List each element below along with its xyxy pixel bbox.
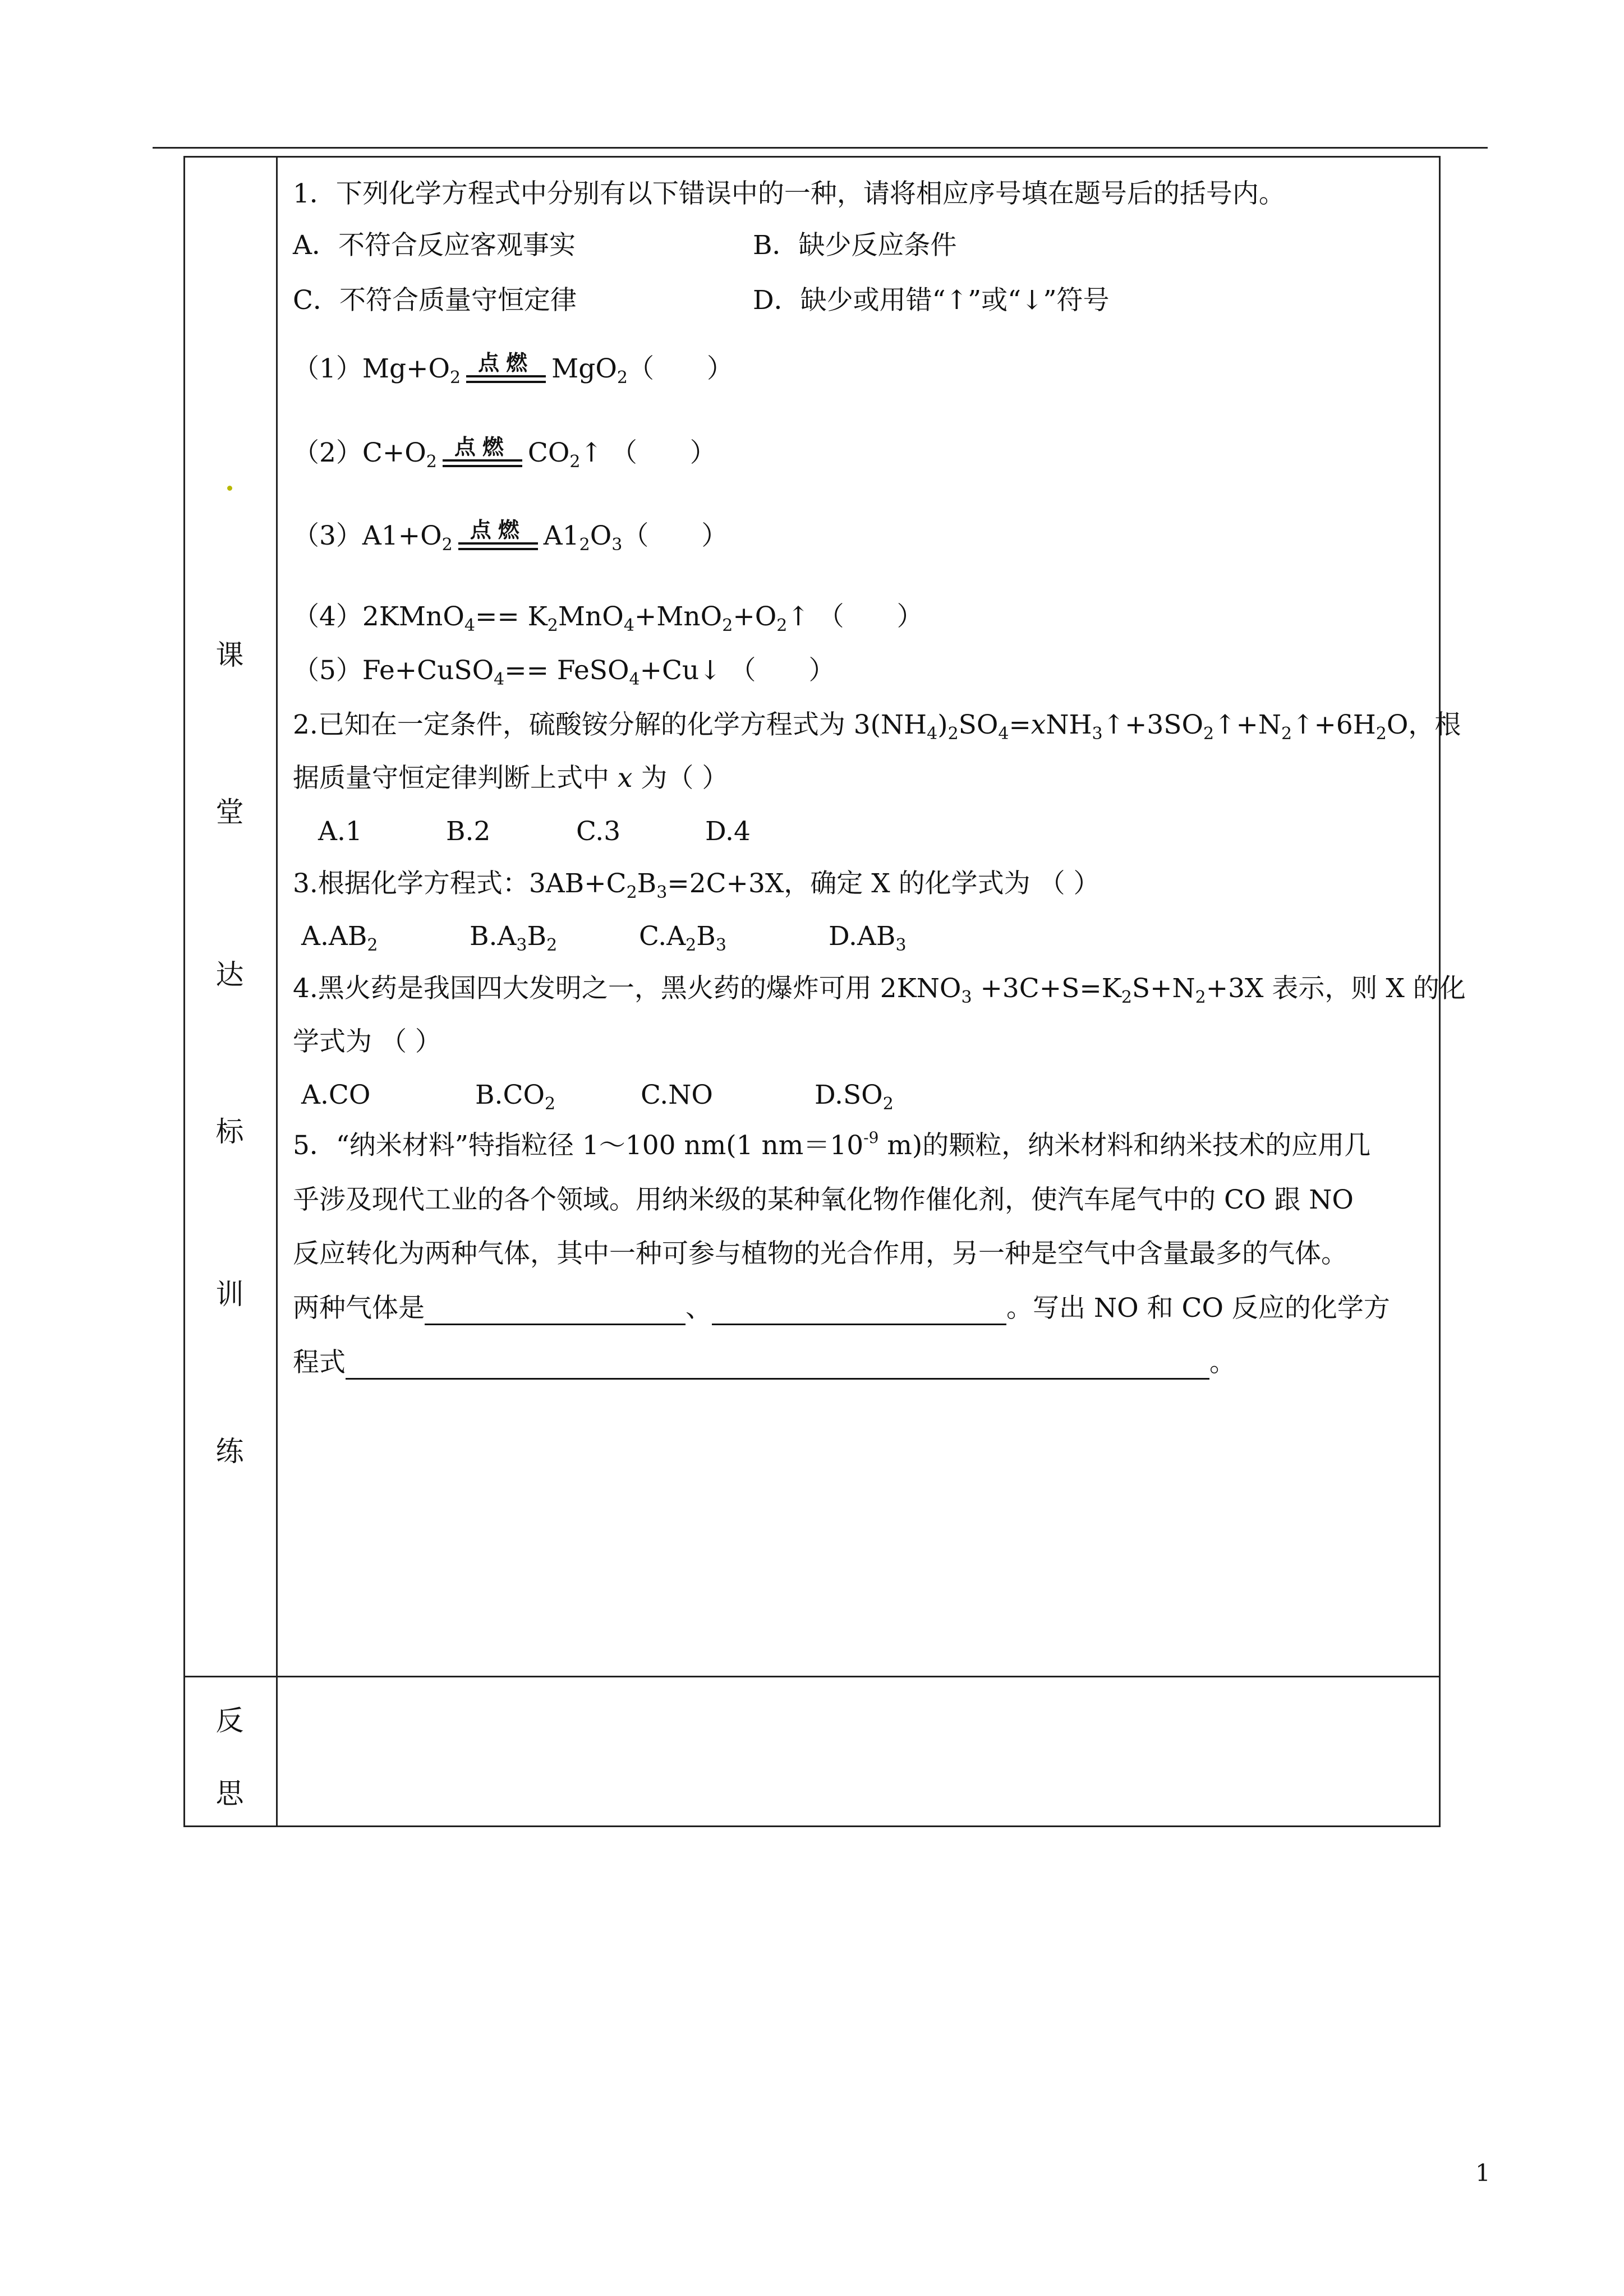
reflection-label-char: 反 [215,1704,244,1737]
option-text: C.A [639,921,686,952]
q5-text: 两种气体是 [293,1293,425,1324]
reaction-condition [464,351,548,388]
q1-equation-2 [293,436,716,472]
q2-text: 2.已知在一定条件，硫酸铵分解的化学方程式为 3(NH [293,709,927,740]
q2-line-1 [293,708,1461,742]
q5-line-4 [293,1292,1390,1325]
formula-text: MnO [558,601,624,632]
subscript: 3 [1092,724,1103,744]
subscript: 2 [450,368,461,388]
q2-text: SO [958,709,999,740]
formula-text: Fe+CuSO [362,655,494,686]
q1-option-a: A．不符合反应客观事实 [293,230,576,261]
q3-text: =2C+3X，确定 X 的化学式为 （ ） [667,868,1100,899]
subscript: 3 [715,935,726,955]
gas-arrow: ↑ [787,601,809,632]
item-number: （2） [293,437,362,468]
products: MgO [551,353,617,384]
side-label-char: 堂 [215,796,244,828]
subscript: 2 [1203,724,1214,744]
subscript: 4 [927,724,938,744]
q3-stem [293,867,1100,901]
q5-line-1 [293,1129,1370,1163]
formula-text: +Cu↓ [640,655,721,686]
reactants: A1+O [362,520,442,551]
option-text: D.AB [829,921,896,952]
q3-option-c [639,920,726,953]
subscript: 2 [426,452,437,472]
answer-blank-equation[interactable] [346,1353,1209,1380]
subscript: 3 [961,988,972,1007]
option-text: B.CO [475,1080,545,1110]
q2-option: D.4 [705,816,751,847]
q4-text: S+N [1131,973,1195,1004]
subscript: 3 [611,535,623,555]
q4-option-c [641,1078,713,1112]
q5-text: 程式 [293,1347,346,1378]
q3-option-d [829,920,907,953]
item-number: （4） [293,601,362,632]
reactants: Mg+O [362,353,450,384]
option-text: A.AB [301,921,367,952]
option-text: B [696,921,716,952]
subscript: 2 [686,935,697,955]
formula-text: 2KMnO [362,601,464,632]
subscript: 2 [1281,724,1292,744]
condition-label: 点燃 [454,435,510,459]
q2-text: ↑+3SO [1102,709,1204,740]
subscript: 4 [494,670,505,689]
worksheet-table [183,156,1466,1827]
q1-equation-3 [293,519,728,555]
item-number: （5） [293,655,362,686]
q3-text: 3.根据化学方程式：3AB+C [293,868,627,899]
side-label-char: 达 [215,958,244,991]
q5-line-3: 反应转化为两种气体，其中一种可参与植物的光合作用，另一种是空气中含量最多的气体。 [293,1238,1347,1269]
q1-equation-4 [293,600,923,634]
reactants: C+O [362,437,426,468]
answer-parentheses: （ ） [817,601,923,632]
q1-option-b: B．缺少反应条件 [753,230,957,261]
q1-option-c: C．不符合质量守恒定律 [293,285,577,316]
subscript: 4 [629,670,640,689]
q5-text: 。 [1209,1347,1236,1378]
q4-line-1 [293,972,1466,1006]
q5-line-5 [293,1346,1236,1380]
q4-option-b [475,1078,555,1112]
formula-text: +MnO [634,601,723,632]
q4-text: +3C+S=K [972,973,1121,1004]
gas-arrow: ↑ [580,437,602,468]
answer-parentheses: （ ） [622,520,728,551]
formula-text: == K [475,601,548,632]
subscript: 2 [544,1094,556,1114]
q1-equation-5 [293,654,835,688]
item-number: （3） [293,520,362,551]
subscript: 2 [569,452,581,472]
subscript: 3 [895,935,907,955]
q4-option-a [301,1078,370,1112]
q1-stem: 1．下列化学方程式中分别有以下错误中的一种，请将相应序号填在题号后的括号内。 [293,178,1285,209]
lower-content-cell [276,1676,1441,1827]
q5-text: 、 [686,1293,712,1324]
superscript: -9 [863,1128,879,1147]
products: CO [527,437,570,468]
q2-text: NH [1046,709,1092,740]
marker-dot [227,486,232,491]
subscript: 2 [547,616,558,635]
q1-option-d: D．缺少或用错“↑”或“↓”符号 [753,285,1110,316]
answer-parentheses: （ ） [729,655,835,686]
q2-text: 据质量守恒定律判断上式中 [293,763,618,794]
reaction-condition [440,435,525,472]
subscript: 3 [516,935,527,955]
subscript: 4 [464,616,475,635]
q2-text: 为（ ） [632,763,729,794]
option-text: C.NO [641,1080,713,1110]
answer-blank-gas-1[interactable] [425,1299,686,1325]
q2-option: B.2 [446,816,491,847]
subscript: 2 [722,616,733,635]
q2-text: ↑+N [1214,709,1282,740]
q2-text: ) [937,709,948,740]
formula-text: == FeSO [504,655,629,686]
subscript: 2 [1375,724,1387,744]
q5-text: 。写出 NO 和 CO 反应的化学方 [1006,1293,1390,1324]
subscript: 3 [656,883,668,902]
subscript: 2 [367,935,378,955]
q2-option: C.3 [576,816,621,847]
q4-text: 4.黑火药是我国四大发明之一，黑火药的爆炸可用 2KNO [293,973,961,1004]
reaction-condition [456,518,540,555]
formula-text: +O [733,601,777,632]
q3-text: B [637,868,657,899]
item-number: （1） [293,353,362,384]
variable-x: x [1030,709,1046,740]
subscript: 2 [1121,988,1132,1007]
page-number: 1 [1475,2159,1490,2187]
q3-option-b [470,920,557,953]
q2-text: ↑+6H [1292,709,1376,740]
q1-equation-1 [293,352,733,388]
subscript: 2 [1195,988,1206,1007]
variable-x: x [617,763,633,794]
products: A1 [543,520,579,551]
q4-text: +3X 表示，则 X 的化 [1206,973,1466,1004]
subscript: 2 [947,724,959,744]
subscript: 2 [546,935,558,955]
q2-text: = [1009,709,1031,740]
q2-option: A.1 [318,816,362,847]
subscript: 4 [998,724,1009,744]
side-label-char: 标 [215,1115,244,1148]
q2-line-2 [293,762,728,795]
q4-option-d [815,1078,894,1112]
q5-line-2: 乎涉及现代工业的各个领域。用纳米级的某种氧化物作催化剂，使汽车尾气中的 CO 跟 NO [293,1184,1354,1215]
subscript: 4 [623,616,634,635]
answer-parentheses: （ ） [627,353,733,384]
condition-label: 点燃 [470,518,526,542]
q2-text: O，根 [1386,709,1461,740]
products: O [590,520,612,551]
option-text: D.SO [815,1080,883,1110]
subscript: 2 [617,368,628,388]
q5-text: m)的颗粒，纳米材料和纳米技术的应用几 [878,1130,1371,1161]
subscript: 2 [441,535,453,555]
q3-option-a [301,920,378,953]
side-label-char: 练 [215,1435,244,1468]
option-text: B [527,921,547,952]
subscript: 2 [776,616,788,635]
option-text: B.A [470,921,517,952]
subscript: 2 [579,535,590,555]
header-rule [153,147,1488,149]
answer-blank-gas-2[interactable] [712,1299,1006,1325]
side-label-char: 课 [215,639,244,671]
answer-parentheses: （ ） [610,437,716,468]
q5-text: 5．“纳米材料”特指粒径 1～100 nm(1 nm＝10 [293,1130,864,1161]
subscript: 2 [882,1094,894,1114]
side-label-char: 训 [215,1278,244,1311]
reflection-label-char: 思 [215,1777,244,1810]
subscript: 2 [626,883,637,902]
option-text: A.CO [301,1080,371,1110]
condition-label: 点燃 [478,351,535,375]
q4-line-2: 学式为 （ ） [293,1026,441,1057]
